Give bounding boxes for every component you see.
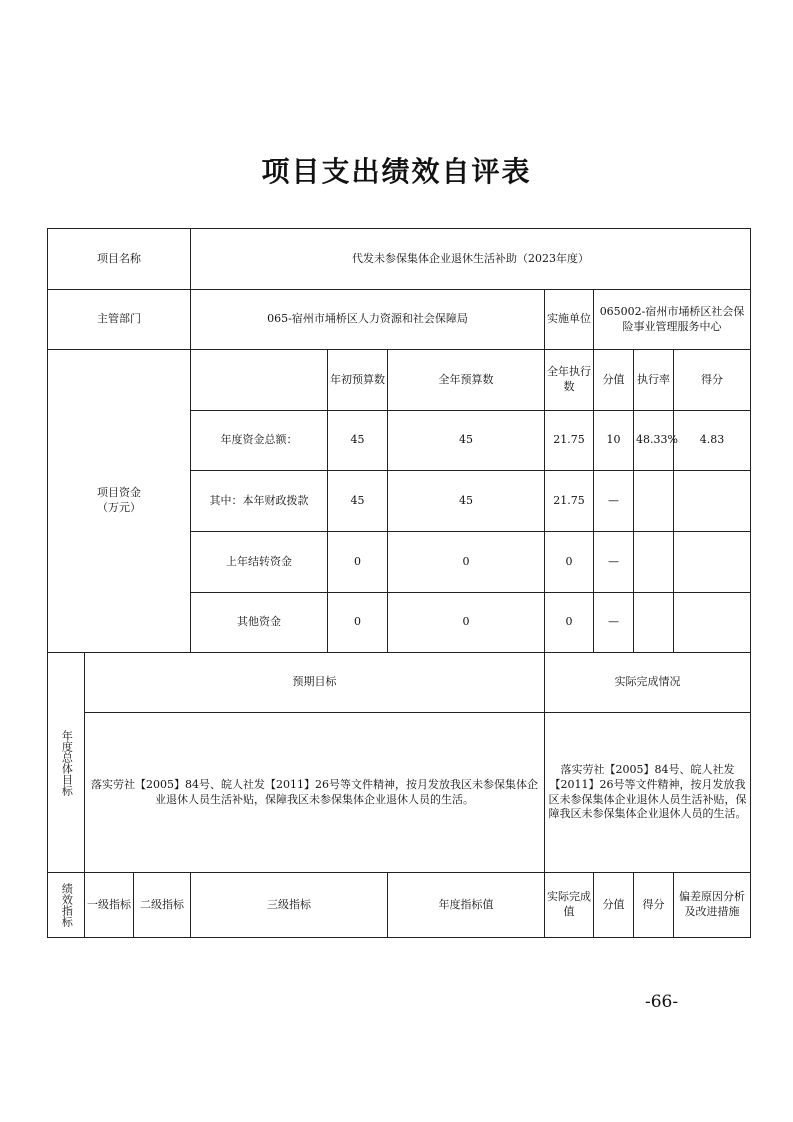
funds-label-text: 项目资金 <box>97 486 141 500</box>
perf-label: 绩效指标 <box>48 873 85 938</box>
fund-row-score <box>674 532 751 593</box>
funds-header-executed: 全年执行数 <box>545 350 594 411</box>
fund-row-executed: 21.75 <box>545 471 594 532</box>
fund-row-rate <box>634 532 674 593</box>
goal-actual-header: 实际完成情况 <box>545 653 751 713</box>
dept-value: 065-宿州市埇桥区人力资源和社会保障局 <box>191 290 545 350</box>
fund-row-score-value: 10 <box>594 411 634 471</box>
funds-header-annual: 全年预算数 <box>388 350 545 411</box>
perf-header-score-value: 分值 <box>594 873 634 938</box>
project-name-label: 项目名称 <box>48 229 191 290</box>
fund-row-executed: 0 <box>545 593 594 653</box>
fund-row-rate <box>634 593 674 653</box>
funds-header-score-value: 分值 <box>594 350 634 411</box>
fund-row-annual: 45 <box>388 411 545 471</box>
funds-unit-text: （万元） <box>97 501 141 514</box>
funds-header-blank <box>191 350 328 411</box>
funds-header-score: 得分 <box>674 350 751 411</box>
page-number: -66- <box>645 992 679 1012</box>
perf-header-score: 得分 <box>634 873 674 938</box>
fund-row-initial: 0 <box>328 532 388 593</box>
funds-header-initial: 年初预算数 <box>328 350 388 411</box>
perf-header-level2: 二级指标 <box>134 873 191 938</box>
perf-header-level1: 一级指标 <box>85 873 134 938</box>
fund-row-executed: 21.75 <box>545 411 594 471</box>
page-title: 项目支出绩效自评表 <box>261 155 532 188</box>
fund-row-annual: 0 <box>388 593 545 653</box>
evaluation-table <box>47 228 751 938</box>
fund-row-annual: 0 <box>388 532 545 593</box>
fund-row-executed: 0 <box>545 532 594 593</box>
perf-header-target: 年度指标值 <box>388 873 545 938</box>
fund-row-score-value: — <box>594 593 634 653</box>
funds-header-rate: 执行率 <box>634 350 674 411</box>
fund-row-score: 4.83 <box>674 411 751 471</box>
fund-row-label: 年度资金总额： <box>191 411 328 471</box>
fund-row-score <box>674 471 751 532</box>
fund-row-label: 上年结转资金 <box>191 532 328 593</box>
funds-label <box>48 350 191 653</box>
fund-row-initial: 45 <box>328 411 388 471</box>
perf-header-actual: 实际完成值 <box>545 873 594 938</box>
perf-header-deviation: 偏差原因分析及改进措施 <box>674 873 751 938</box>
goal-expected-text: 落实劳社【2005】84号、皖人社发【2011】26号等文件精神，按月发放我区未参保集体企业退休人员生活补贴，保障我区未参保集体企业退休人员的生活。 <box>85 713 545 873</box>
fund-row-initial: 45 <box>328 471 388 532</box>
fund-row-label: 其中：本年财政拨款 <box>191 471 328 532</box>
project-name-value: 代发未参保集体企业退休生活补助（2023年度） <box>191 229 751 290</box>
fund-row-rate <box>634 471 674 532</box>
fund-row-annual: 45 <box>388 471 545 532</box>
goal-expected-header: 预期目标 <box>85 653 545 713</box>
impl-unit-value: 065002-宿州市埇桥区社会保险事业管理服务中心 <box>594 290 751 350</box>
perf-header-level3: 三级指标 <box>191 873 388 938</box>
goal-actual-text: 落实劳社【2005】84号、皖人社发【2011】26号等文件精神，按月发放我区未参保集体企业退休人员生活补贴，保障我区未参保集体企业退休人员的生活。 <box>545 713 751 873</box>
fund-row-score <box>674 593 751 653</box>
dept-label: 主管部门 <box>48 290 191 350</box>
impl-unit-label: 实施单位 <box>545 290 594 350</box>
fund-row-rate: 48.33% <box>634 411 674 471</box>
fund-row-label: 其他资金 <box>191 593 328 653</box>
annual-goal-label: 年度总体目标 <box>48 653 85 873</box>
fund-row-score-value: — <box>594 471 634 532</box>
fund-row-initial: 0 <box>328 593 388 653</box>
fund-row-score-value: — <box>594 532 634 593</box>
